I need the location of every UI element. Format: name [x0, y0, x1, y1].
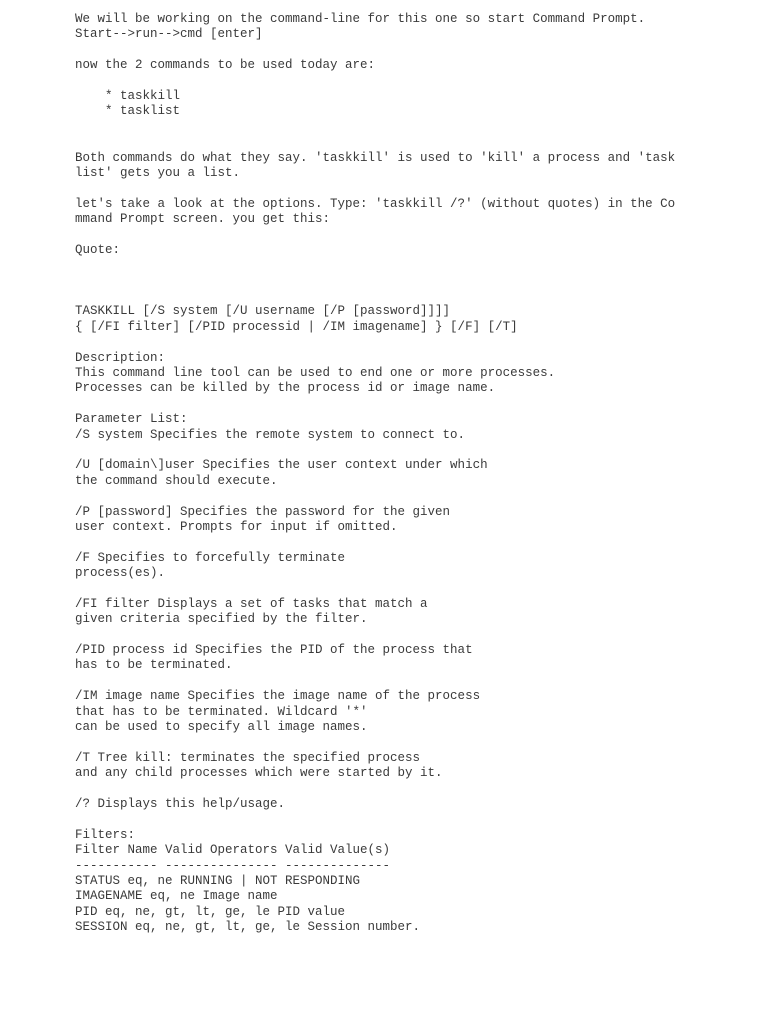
both-line-1: Both commands do what they say. 'taskkill' is used to 'kill' a process and 'task [75, 150, 676, 165]
param-t-line-2: and any child processes which were started by it. [75, 766, 443, 781]
syntax-line-2: { [/FI filter] [/PID processid | /IM imagename] } [/F] [/T] [75, 319, 518, 334]
filters-table-header: Filter Name Valid Operators Valid Value(s) [75, 843, 391, 858]
table-row: IMAGENAME eq, ne Image name [75, 889, 278, 904]
param-p-line-1: /P [password] Specifies the password for the given [75, 504, 451, 519]
options-line-1: let's take a look at the options. Type: 'taskkill /?' (without quotes) in the Co [75, 196, 676, 211]
quote-label: Quote: [75, 242, 121, 257]
options-line-2: mmand Prompt screen. you get this: [75, 212, 331, 227]
filters-table-divider: ----------- --------------- -------------- [75, 858, 391, 873]
syntax-line-1: TASKKILL [/S system [/U username [/P [password]]]] [75, 304, 451, 319]
description-line-1: This command line tool can be used to end one or more processes. [75, 366, 556, 381]
param-fi-line-2: given criteria specified by the filter. [75, 612, 368, 627]
description-line-2: Processes can be killed by the process id or image name. [75, 381, 496, 396]
document-body [75, 12, 715, 935]
table-row: STATUS eq, ne RUNNING | NOT RESPONDING [75, 873, 361, 888]
intro-line-1: We will be working on the command-line for this one so start Command Prompt. [75, 12, 646, 26]
description-heading: Description: [75, 350, 166, 365]
param-u-line-2: the command should execute. [75, 473, 278, 488]
param-fi-line-1: /FI filter Displays a set of tasks that match a [75, 596, 428, 611]
param-help: /? Displays this help/usage. [75, 796, 286, 811]
list-item: * taskkill [105, 88, 181, 103]
param-im-line-2: that has to be terminated. Wildcard '*' [75, 704, 368, 719]
param-f-line-1: /F Specifies to forcefully terminate [75, 550, 346, 565]
param-p-line-2: user context. Prompts for input if omitted. [75, 519, 398, 534]
param-s: /S system Specifies the remote system to connect to. [75, 427, 466, 442]
param-im-line-1: /IM image name Specifies the image name of the process [75, 689, 481, 704]
param-pid-line-1: /PID process id Specifies the PID of the process that [75, 643, 473, 658]
list-item: * tasklist [105, 104, 181, 119]
table-row: PID eq, ne, gt, lt, ge, le PID value [75, 904, 346, 919]
both-line-2: list' gets you a list. [75, 165, 241, 180]
param-f-line-2: process(es). [75, 566, 166, 581]
parameter-list-heading: Parameter List: [75, 412, 188, 427]
param-u-line-1: /U [domain\]user Specifies the user context under which [75, 458, 488, 473]
commands-heading: now the 2 commands to be used today are: [75, 58, 376, 73]
param-im-line-3: can be used to specify all image names. [75, 720, 368, 734]
filters-heading: Filters: [75, 827, 136, 842]
intro-line-2: Start-->run-->cmd [enter] [75, 27, 263, 42]
param-pid-line-2: has to be terminated. [75, 658, 233, 673]
param-t-line-1: /T Tree kill: terminates the specified process [75, 750, 421, 765]
table-row: SESSION eq, ne, gt, lt, ge, le Session number. [75, 920, 421, 935]
